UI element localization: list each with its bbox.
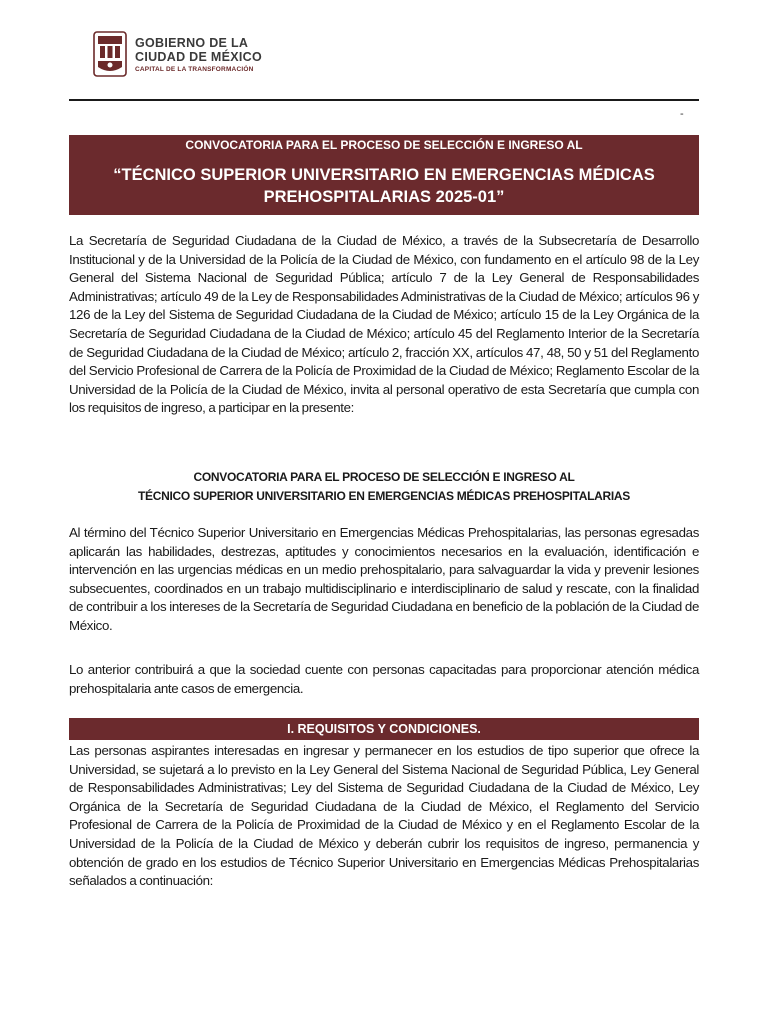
logo-line-1: GOBIERNO DE LA — [135, 35, 249, 50]
banner-title: “TÉCNICO SUPERIOR UNIVERSITARIO EN EMERGENCIAS MÉDICAS PREHOSPITALARIAS 2025-01” — [113, 166, 655, 206]
header-dash: - — [680, 108, 684, 120]
section-requirements-title: I. REQUISITOS Y CONDICIONES. — [69, 718, 699, 740]
banner-subtitle: CONVOCATORIA PARA EL PROCESO DE SELECCIÓN E INGRESO AL — [185, 138, 583, 152]
section-requirements-body: Las personas aspirantes interesadas en ingresar y permanecer en los estudios de tipo superior que ofrece la Universidad, se sujetará a lo previsto en la Ley General del Sistema Nacional de Seguridad Pública, Ley General de Responsabilidades Administrativas; Ley del Sistema de Seguridad Ciudadana de la Ciudad de México, Ley Orgánica de la Secretaría de Seguridad Ciudadana de la Ciudad de México, el Reglamento del Servicio Profesional de Carrera de la Policía de Proximidad de la Ciudad de México y en el Reglamento Escolar de la Universidad de la Policía de la Ciudad de México y deberán cubrir los requisitos de ingreso, permanencia y obtención de grado en los estudios de Técnico Superior Universitario en Emergencias Médicas Prehospitalarias señalados a continuación: — [69, 743, 699, 889]
intro-paragraph: La Secretaría de Seguridad Ciudadana de la Ciudad de México, a través de la Subsecretaría de Desarrollo Institucional y de la Universidad de la Policía de la Ciudad de México, con fundamento en el artículo 98 de la Ley General del Sistema Nacional de Seguridad Pública; artículo 7 de la Ley General de Responsabilidades Administrativas; artículo 49 de la Ley de Responsabilidades Administrativas de la Ciudad de México; artículos 96 y 126 de la Ley del Sistema de Seguridad Ciudadana de la Ciudad de México; artículo 15 de la Ley Orgánica de la Secretaría de Seguridad Ciudadana de la Ciudad de México; artículo 45 del Reglamento Interior de la Secretaría de Seguridad Ciudadana de la Ciudad de México; artículo 2, fracción XX, artículos 47, 48, 50 y 51 del Reglamento del Servicio Profesional de Carrera de la Policía de Proximidad de la Ciudad de México; Reglamento Escolar de la Universidad de la Policía de la Ciudad de México, invita al personal operativo de esta Secretaría que cumpla con los requisitos de ingreso, a participar en la presente: — [69, 233, 699, 416]
header-rule — [69, 99, 699, 101]
call-heading — [69, 468, 699, 506]
title-banner — [69, 135, 699, 215]
objective-paragraph: Al término del Técnico Superior Universitario en Emergencias Médicas Prehospitalarias, las personas egresadas aplicarán las habilidades, destrezas, aptitudes y conocimientos necesarios en la evaluación, identificación e intervención en las urgencias médicas en un medio prehospitalario, para salvaguardar la vida y prevenir lesiones subsecuentes, coordinados en un trabajo multidisciplinario e interdisciplinario de salud y rescate, con la finalidad de contribuir a los intereses de la Secretaría de Seguridad Ciudadana en beneficio de la población de la Ciudad de México. — [69, 525, 699, 633]
logo-tagline: CAPITAL DE LA TRANSFORMACIÓN — [135, 65, 254, 73]
logo-line-2: CIUDAD DE MÉXICO — [135, 49, 263, 64]
call-heading-line-2: TÉCNICO SUPERIOR UNIVERSITARIO EN EMERGENCIAS MÉDICAS PREHOSPITALARIAS — [138, 489, 630, 503]
government-logo — [93, 31, 262, 77]
coat-of-arms-icon — [93, 31, 127, 77]
call-heading-line-1: CONVOCATORIA PARA EL PROCESO DE SELECCIÓN E INGRESO AL — [193, 470, 575, 484]
contribution-paragraph: Lo anterior contribuirá a que la sociedad cuente con personas capacitadas para proporcionar atención médica prehospitalaria ante casos de emergencia. — [69, 662, 699, 696]
